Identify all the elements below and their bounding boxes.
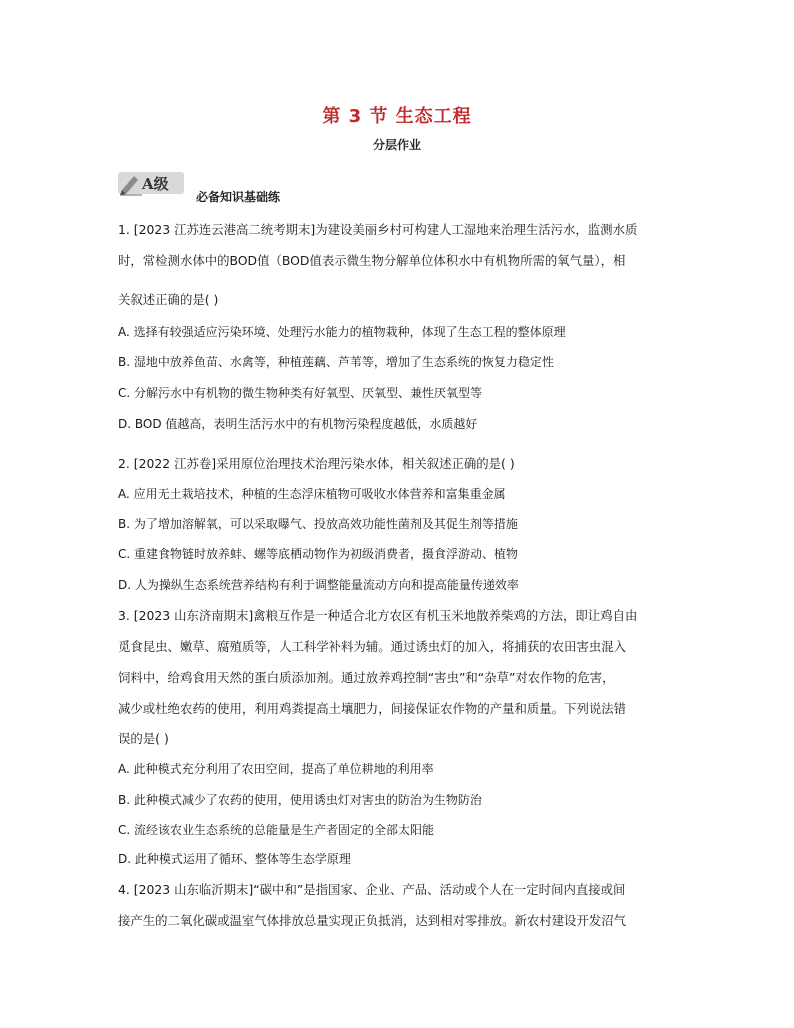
q1-option-a: A. 选择有较强适应污染环境、处理污水能力的植物栽种，体现了生态工程的整体原理 (118, 325, 566, 339)
q2-option-a: A. 应用无土栽培技术，种植的生态浮床植物可吸收水体营养和富集重金属 (118, 487, 506, 501)
level-badge (118, 168, 186, 196)
q1-stem-line: 1. [2023 江苏连云港高二统考期末]为建设美丽乡村可构建人工湿地来治理生活污水，监测水质 (118, 222, 638, 237)
page-subtitle: 分层作业 (372, 138, 421, 152)
level-badge-label: A级 (142, 175, 169, 193)
q1-option-b: B. 湿地中放养鱼苗、水禽等，种植莲藕、芦苇等，增加了生态系统的恢复力稳定性 (118, 355, 554, 369)
page-title: 第 3 节 生态工程 (322, 106, 472, 127)
q3-option-b: B. 此种模式减少了农药的使用，使用诱虫灯对害虫的防治为生物防治 (118, 793, 482, 807)
q1-stem-line: 时，常检测水体中的BOD值（BOD值表示微生物分解单位体积水中有机物所需的氧气量），相 (118, 253, 626, 268)
q3-stem-line: 误的是( ) (118, 731, 169, 746)
q4-stem-line: 4. [2023 山东临沂期末]“碳中和”是指国家、企业、产品、活动或个人在一定时间内直接或间 (118, 882, 626, 897)
q2-option-d: D. 人为操纵生态系统营养结构有利于调整能量流动方向和提高能量传递效率 (118, 578, 519, 592)
q3-option-a: A. 此种模式充分利用了农田空间，提高了单位耕地的利用率 (118, 762, 434, 776)
q3-stem-line: 减少或杜绝农药的使用，利用鸡粪提高土壤肥力，间接保证农作物的产量和质量。下列说法错 (118, 701, 627, 716)
q3-option-c: C. 流经该农业生态系统的总能量是生产者固定的全部太阳能 (118, 823, 435, 837)
q1-option-d: D. BOD 值越高，表明生活污水中的有机物污染程度越低，水质越好 (118, 417, 478, 431)
q4-stem-line: 接产生的二氧化碳或温室气体排放总量实现正负抵消，达到相对零排放。新农村建设开发沼气 (118, 913, 627, 928)
q3-stem-line: 饲料中，给鸡食用天然的蛋白质添加剂。通过放养鸡控制“害虫”和“杂草”对农作物的危害， (118, 670, 615, 685)
q1-stem-line: 关叙述正确的是( ) (118, 292, 219, 307)
q3-option-d: D. 此种模式运用了循环、整体等生态学原理 (118, 852, 351, 866)
q3-stem-line: 3. [2023 山东济南期末]禽粮互作是一种适合北方农区有机玉米地散养柴鸡的方法，即让鸡自由 (118, 608, 638, 623)
pencil-icon (118, 168, 186, 196)
q2-stem-line: 2. [2022 江苏卷]采用原位治理技术治理污染水体，相关叙述正确的是( ) (118, 456, 515, 471)
q1-option-c: C. 分解污水中有机物的微生物种类有好氧型、厌氧型、兼性厌氧型等 (118, 386, 483, 400)
q3-stem-line: 觅食昆虫、嫩草、腐殖质等，人工科学补料为辅。通过诱虫灯的加入，将捕获的农田害虫混入 (118, 639, 627, 654)
level-heading: 必备知识基础练 (196, 190, 281, 204)
q2-option-b: B. 为了增加溶解氧，可以采取曝气、投放高效功能性菌剂及其促生剂等措施 (118, 517, 518, 531)
q2-option-c: C. 重建食物链时放养蚌、螺等底栖动物作为初级消费者，摄食浮游动、植物 (118, 547, 519, 561)
